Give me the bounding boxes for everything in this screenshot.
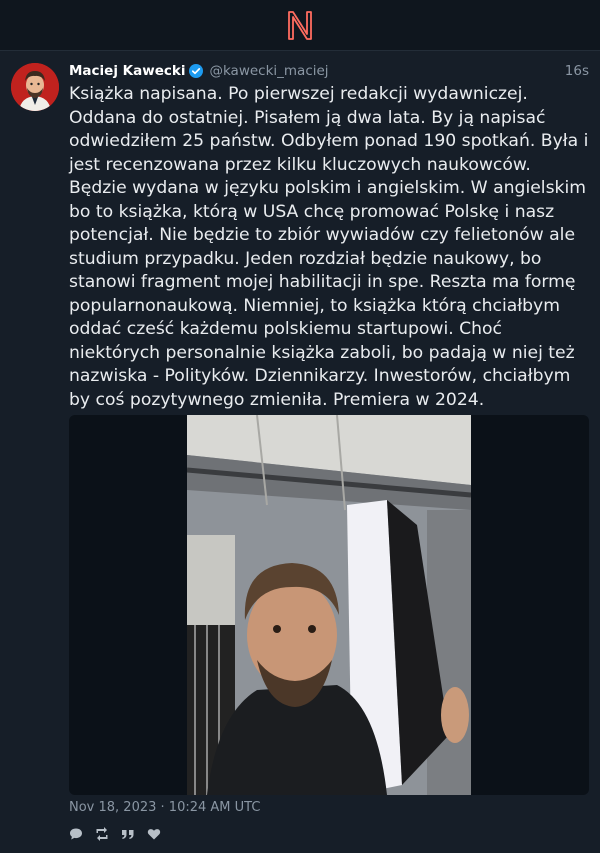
tweet-actions — [69, 827, 161, 841]
comment-icon[interactable] — [69, 827, 83, 841]
tweet-date[interactable]: Nov 18, 2023 · 10:24 AM UTC — [69, 800, 261, 815]
quote-icon[interactable] — [121, 827, 135, 841]
username[interactable]: @kawecki_maciej — [209, 63, 329, 79]
tweet-photo — [187, 415, 471, 795]
retweet-icon[interactable] — [95, 827, 109, 841]
heart-icon[interactable] — [147, 827, 161, 841]
verified-icon — [189, 64, 203, 78]
tweet-header — [69, 61, 589, 81]
top-navbar — [0, 0, 600, 51]
tweet-content: Książka napisana. Po pierwszej redakcji wydawniczej. Oddana do ostatniej. Pisałem ją dwa lata. By ją napisać odwiedziłem 25 państw. Odbyłem ponad 190 spotkań. Była i jest recenzowana przez kilku kluczowych naukowców. Będzie wydana w języku polskim i angielskim. W angielskim bo to książka, którą w USA chcę promować Polskę i nasz potencjał. Nie będzie to zbiór wywiadów czy felietonów ale studium przypadku. Jeden rozdział będzie naukowy, bo stanowi fragment mojej habilitacji in spe. Reszta ma formę popularnonaukową. Niemniej, to książka którą chciałbym oddać cześć każdemu polskiemu startupowi. Choć niektórych personalnie książka zaboli, bo padają w niej też nazwiska - Polityków. Dziennikarzy. Inwestorów, chciałbym by coś pozytywnego zmieniła. Premiera w 2024. — [69, 84, 589, 410]
tweet-time[interactable]: 16s — [564, 63, 589, 79]
avatar[interactable] — [11, 63, 59, 111]
nitter-logo-icon[interactable] — [286, 9, 314, 41]
tweet-media[interactable] — [69, 415, 589, 795]
fullname[interactable]: Maciej Kawecki — [69, 63, 186, 79]
